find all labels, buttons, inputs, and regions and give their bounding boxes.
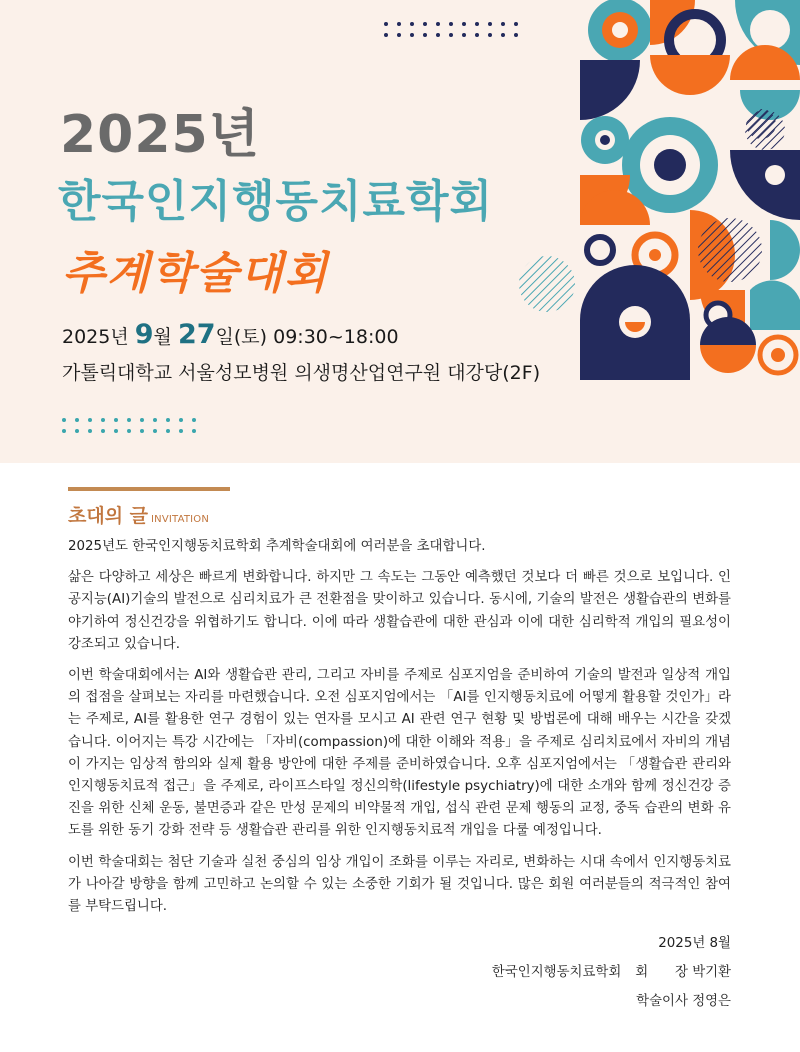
signature-director-role: 학술이사 [636,994,688,1010]
section-subtitle: INVITATION [151,514,210,525]
signature-date: 2025년 8월 [658,936,731,952]
event-date [62,319,399,350]
date-day-unit: 일 [215,326,234,348]
signature-president-role: 회 장 [635,965,688,981]
signature-society: 한국인지행동치료학회 [491,965,622,981]
event-venue: 가톨릭대학교 서울성모병원 의생명산업연구원 대강당(2F) [62,362,541,384]
section-divider [68,487,230,491]
section-heading [68,501,731,528]
dot-pattern-top [384,22,518,37]
hero-banner [0,0,800,463]
section-title: 초대의 글 [68,505,149,527]
striped-circle-teal [518,255,576,313]
date-weekday-time: (토) 09:30~18:00 [233,326,399,348]
signature-director-name: 정영은 [692,994,731,1010]
signature-president [68,958,731,987]
paragraph-greeting: 2025년도 한국인지행동치료학회 추계학술대회에 여러분을 초대합니다. [68,539,486,554]
date-month-unit: 월 [153,326,178,348]
geometric-decoration [580,0,800,400]
paragraph-program: 이번 학술대회에서는 AI와 생활습관 관리, 그리고 자비를 주제로 심포지엄을 준비하여 기술의 발전과 일상적 개입의 접점을 살펴보는 자리를 마련했습니다. 오전 심포지엄에서는 「AI를 인지행동치료에 어떻게 활용할 것인가」라는 주제로, AI를 활용한 연구 경험이 있는 연자를 모시고 AI 관련 연구 현황 및 방법론에 대해 배우는 시간을 갖겠습니다. 이어지는 특강 시간에는 「자비(compassion)에 대한 이해와 적용」을 주제로 심리치료에서 자비의 개념이 가지는 임상적 함의와 실제 활용 방안에 대한 주제를 준비하였습니다. 오후 심포지엄에서는 「생활습관 관리와 인지행동치료적 접근」을 주제로, 라이프스타일 정신의학(lifestyle psychiatry)에 대한 소개와 함께 정신건강 증진을 위한 신체 운동, 불면증과 같은 만성 문제의 비약물적 개입, 섭식 관련 문제 행동의 교정, 중독 습관의 변화 유도를 위한 동기 강화 전략 등 생활습관 관리를 위한 인지행동치료적 개입을 다룰 예정입니다. [68,668,731,839]
year-title: 2025년 [60,105,260,165]
signature-director [68,987,731,1016]
signature-block [68,929,731,1016]
paragraph-closing: 이번 학술대회는 첨단 기술과 실천 중심의 임상 개입이 조화를 이루는 자리로, 변화하는 시대 속에서 인지행동치료가 나아갈 방향을 함께 고민하고 논의할 수 있는 소중한 기회가 될 것입니다. 많은 회원 여러분들의 적극적인 참여를 부탁드립니다. [68,854,731,915]
society-title: 한국인지행동치료학회 [58,176,494,227]
date-month: 9 [134,319,154,350]
signature-president-name: 박기환 [692,965,731,981]
paragraph-background: 삶은 다양하고 세상은 빠르게 변화합니다. 하지만 그 속도는 그동안 예측했던 것보다 더 빠른 것으로 보입니다. 인공지능(AI)기술의 발전으로 심리치료가 큰 전환점을 맞이하고 있습니다. 동시에, 기술의 발전은 생활습관의 변화를 야기하여 정신건강을 위협하기도 합니다. 이에 따라 생활습관에 대한 관심과 이에 대한 심리학적 개입의 필요성이 강조되고 있습니다. [68,570,731,652]
date-year: 2025년 [62,326,135,348]
dot-pattern-bottom [62,418,196,433]
striped-circle-small [745,108,777,140]
event-title: 추계학술대회 [62,248,330,299]
invitation-section [68,487,731,1016]
date-day: 27 [177,319,216,350]
